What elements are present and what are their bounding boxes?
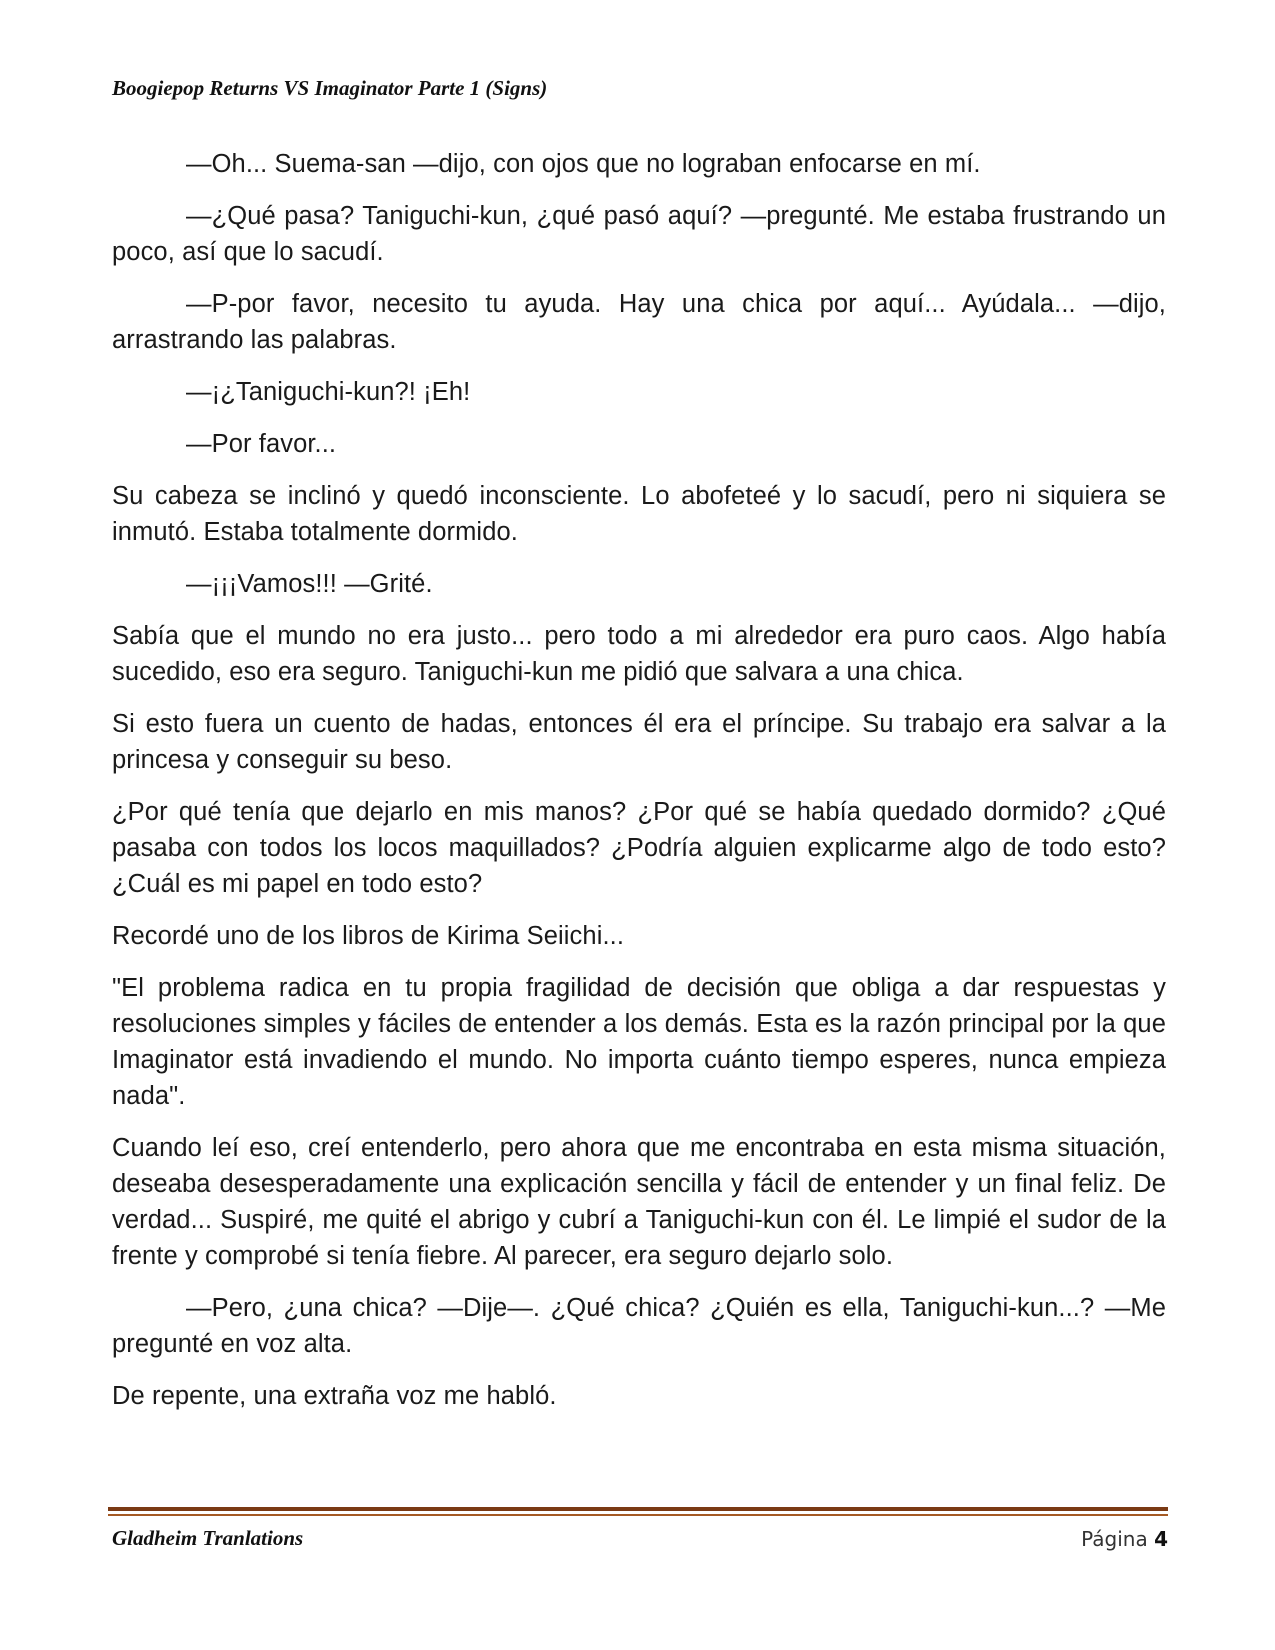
- paragraph: "El problema radica en tu propia fragilidad de decisión que obliga a dar respuestas y resoluciones simples y fáciles de entender a los demás. Esta es la razón principal por la que Imaginator está invadiendo el mundo. No importa cuánto tiempo esperes, nunca empieza nada".: [112, 974, 1166, 1110]
- paragraph: —¿Qué pasa? Taniguchi-kun, ¿qué pasó aquí? —pregunté. Me estaba frustrando un poco, así que lo sacudí.: [112, 202, 1166, 266]
- paragraph: —¡¿Taniguchi-kun?! ¡Eh!: [186, 378, 471, 406]
- page-label: Página: [1081, 1527, 1148, 1551]
- page-number: 4: [1154, 1527, 1168, 1551]
- footer-divider-thin: [108, 1514, 1168, 1516]
- paragraph: De repente, una extraña voz me habló.: [112, 1382, 557, 1410]
- paragraph: Si esto fuera un cuento de hadas, entonces él era el príncipe. Su trabajo era salvar a la princesa y conseguir su beso.: [112, 710, 1166, 774]
- paragraph: Recordé uno de los libros de Kirima Seiichi...: [112, 922, 625, 950]
- paragraph: —P-por favor, necesito tu ayuda. Hay una chica por aquí... Ayúdala... —dijo, arrastrando las palabras.: [112, 290, 1166, 354]
- paragraph: —Pero, ¿una chica? —Dije—. ¿Qué chica? ¿Quién es ella, Taniguchi-kun...? —Me pregunté en voz alta.: [112, 1294, 1166, 1358]
- paragraph: Cuando leí eso, creí entenderlo, pero ahora que me encontraba en esta misma situación, deseaba desesperadamente una explicación sencilla y fácil de entender y un final feliz. De verdad... Suspiré, me quité el abrigo y cubrí a Taniguchi-kun con él. Le limpié el sudor de la frente y comprobé si tenía fiebre. Al parecer, era seguro dejarlo solo.: [112, 1134, 1166, 1270]
- paragraph: ¿Por qué tenía que dejarlo en mis manos? ¿Por qué se había quedado dormido? ¿Qué pasaba con todos los locos maquillados? ¿Podría alguien explicarme algo de todo esto? ¿Cuál es mi papel en todo esto?: [112, 798, 1166, 898]
- page-header-title: Boogiepop Returns VS Imaginator Parte 1 (Signs): [112, 76, 548, 100]
- footer-divider: [108, 1507, 1168, 1511]
- paragraph: Sabía que el mundo no era justo... pero todo a mi alrededor era puro caos. Algo había sucedido, eso era seguro. Taniguchi-kun me pidió que salvara a una chica.: [112, 622, 1166, 686]
- paragraph: Su cabeza se inclinó y quedó inconsciente. Lo abofeteé y lo sacudí, pero ni siquiera se inmutó. Estaba totalmente dormido.: [112, 482, 1166, 546]
- page-number-label: [1081, 1527, 1168, 1551]
- paragraph: —Oh... Suema-san —dijo, con ojos que no lograban enfocarse en mí.: [186, 150, 981, 178]
- document-body: [112, 146, 1166, 1430]
- paragraph: —Por favor...: [186, 430, 337, 458]
- paragraph: —¡¡¡Vamos!!! —Grité.: [186, 570, 433, 598]
- footer-credit: Gladheim Tranlations: [112, 1526, 304, 1550]
